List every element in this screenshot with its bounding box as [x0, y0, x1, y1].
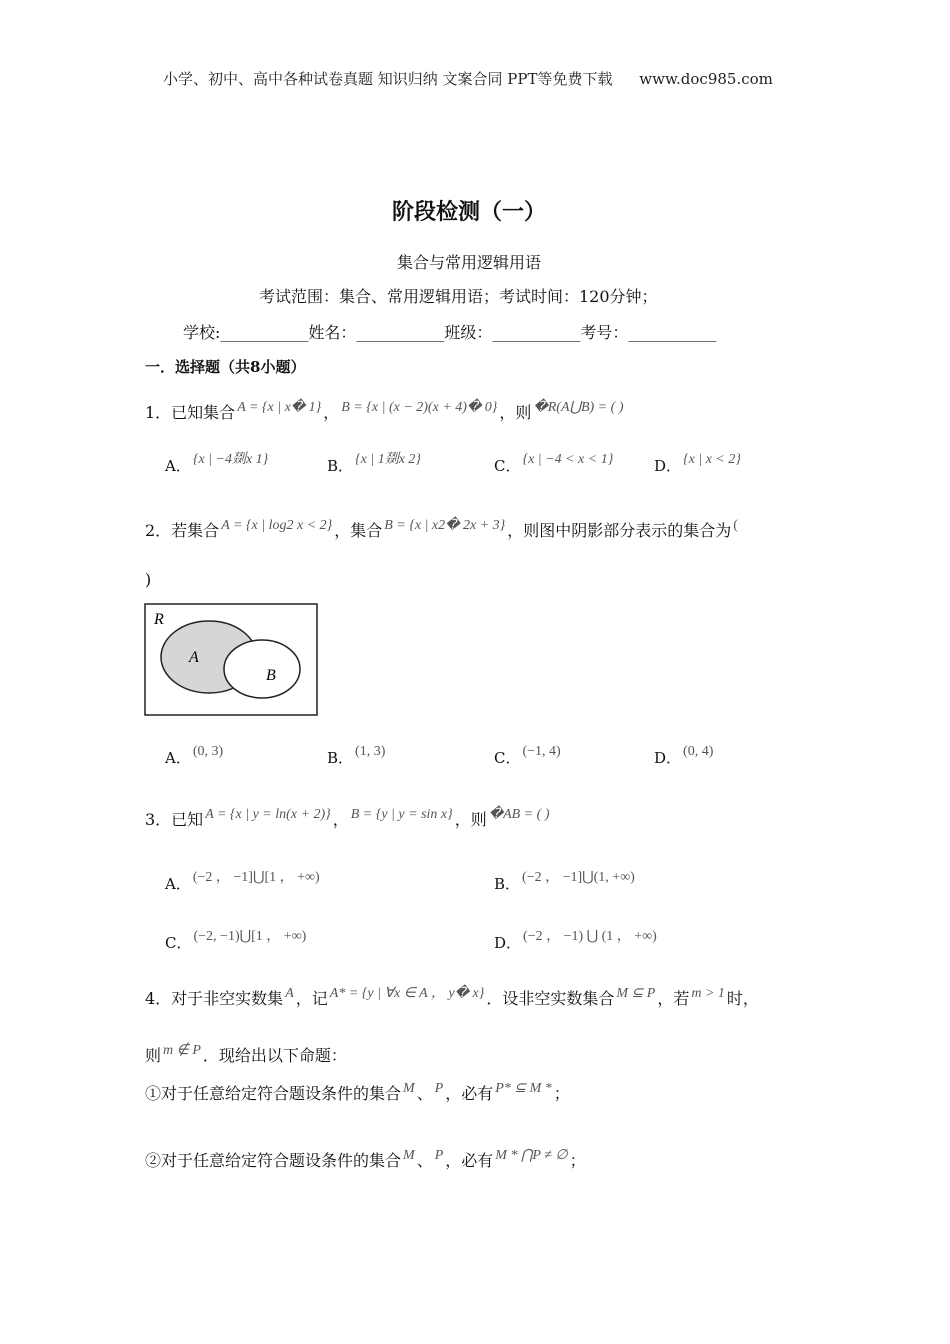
q1-option-c[interactable]: C． {x | −4 < x < 1}	[494, 452, 614, 475]
page-title: 阶段检测（一）	[392, 200, 547, 225]
q3-option-d[interactable]: D． (−2 ， −1) ⋃ (1 ， +∞)	[494, 929, 657, 952]
q2-option-a[interactable]: A． (0, 3)	[165, 744, 224, 767]
q1-stem: 1．已知集合	[145, 403, 236, 422]
q2-option-c[interactable]: C． (−1, 4)	[494, 744, 561, 767]
q2-set-a: A = {x | log2 x < 2}	[221, 518, 333, 533]
q1-expression: �R(A⋃B) = ( )	[533, 400, 624, 415]
q2-stem: 2．若集合	[145, 521, 220, 540]
q3-set-a: A = {x | y = ln(x + 2)}	[205, 807, 331, 822]
q3-expression: �AB = ( )	[488, 807, 550, 822]
section-heading: 一．选择题（共8小题）	[145, 358, 306, 376]
student-info-line: 学校:___________姓名：___________班级：___________考号：___________	[183, 323, 717, 342]
q1-option-d[interactable]: D． {x | x < 2}	[654, 452, 741, 475]
q4-line-2: 则 m ∉ P ．现给出以下命题：	[145, 1043, 347, 1065]
venn-set-b	[224, 640, 300, 698]
q4-definition: A* = {y | ∀x ∈ A ， y� x}	[329, 986, 485, 1001]
q1-option-a[interactable]: A． {x | −4剟x 1}	[165, 452, 269, 475]
question-2: 2．若集合 A = {x | log2 x < 2} ，集合 B = {x | x2� 2x + 3} ，则图中阴影部分表示的集合为 (	[145, 518, 738, 540]
q2-set-b: B = {x | x2� 2x + 3}	[384, 518, 506, 533]
q1-set-a: A = {x | x� 1}	[237, 400, 322, 415]
header-text: 小学、初中、高中各种试卷真题 知识归纳 文案合同 PPT等免费下载	[163, 70, 613, 88]
q2-option-d[interactable]: D． (0, 4)	[654, 744, 714, 767]
question-1: 1．已知集合 A = {x | x� 1} ， B = {x | (x − 2)(x + 4)� 0} ，则 �R(A⋃B) = ( )	[145, 400, 624, 422]
q3-stem: 3．已知	[145, 810, 204, 829]
q1-option-b[interactable]: B． {x | 1剟x 2}	[327, 452, 422, 475]
venn-label-b: B	[266, 667, 276, 684]
q3-set-b: B = {y | y = sin x}	[350, 807, 453, 822]
header-banner	[163, 68, 773, 89]
exam-info: 考试范围：集合、常用逻辑用语；考试时间：120分钟；	[259, 287, 658, 306]
q4-proposition-1: ①对于任意给定符合题设条件的集合 M 、 P ，必有 P* ⊆ M * ；	[145, 1081, 570, 1103]
question-3: 3．已知 A = {x | y = ln(x + 2)} ， B = {y | y = sin x} ，则 �AB = ( )	[145, 807, 550, 829]
q2-paren-close: )	[145, 570, 152, 589]
q2-option-b[interactable]: B． (1, 3)	[327, 744, 386, 767]
header-url[interactable]: www.doc985.com	[639, 70, 773, 88]
q1-set-b: B = {x | (x − 2)(x + 4)� 0}	[341, 400, 498, 415]
q3-option-c[interactable]: C． (−2, −1)⋃[1 ， +∞)	[165, 929, 307, 952]
venn-diagram	[144, 603, 318, 716]
question-4: 4．对于非空实数集 A ，记 A* = {y | ∀x ∈ A ， y� x} ．设非空实数集合 M ⊆ P ，若 m > 1 时，	[145, 986, 759, 1008]
venn-label-universe: R	[154, 611, 164, 628]
page-subtitle: 集合与常用逻辑用语	[397, 253, 542, 272]
q3-option-b[interactable]: B． (−2 ， −1]⋃(1, +∞)	[494, 870, 635, 893]
venn-label-a: A	[189, 649, 199, 666]
q3-option-a[interactable]: A． (−2 ， −1]⋃[1 ， +∞)	[165, 870, 320, 893]
q4-proposition-2: ②对于任意给定符合题设条件的集合 M 、 P ，必有 M * ⋂P ≠ ∅ ；	[145, 1148, 586, 1170]
